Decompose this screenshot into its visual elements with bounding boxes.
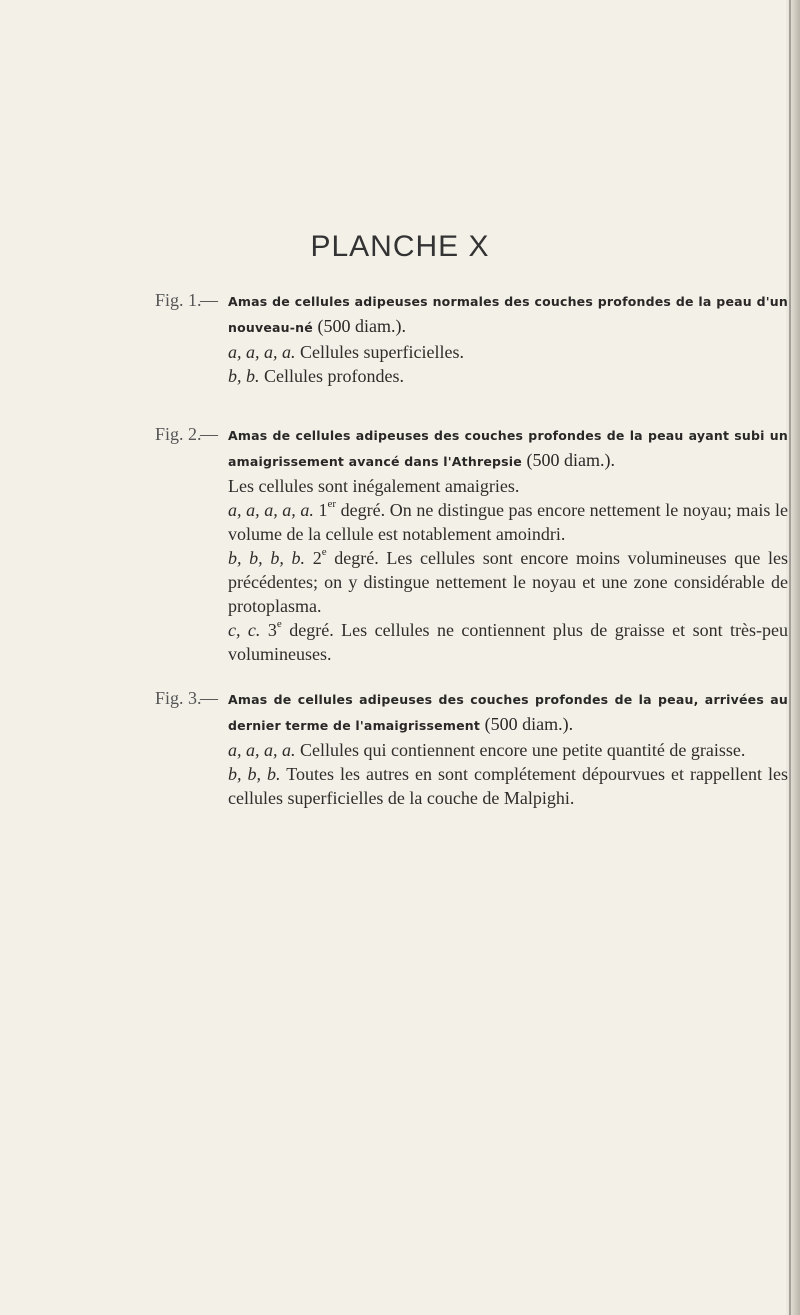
figure-2-body (228, 424, 788, 666)
item-labels: c, c. (228, 620, 261, 640)
figure-3-label: Fig. 3. (155, 688, 202, 708)
figure-1-dash: — (200, 290, 218, 310)
figure-3-magnification: (500 diam.). (484, 714, 574, 734)
figure-1-caption (155, 290, 795, 388)
figure-2-magnification: (500 diam.). (526, 450, 615, 470)
figure-3-body (228, 688, 788, 810)
item-degree: 3 (267, 620, 277, 640)
item-labels: a, a, a, a. (228, 740, 296, 760)
figure-2-item-a (228, 498, 788, 546)
item-text: Toutes les autres en sont complétement dépourvues et rappellent les cellules superficielles de la couche de Malpighi. (228, 764, 789, 808)
figure-2-heading (228, 424, 788, 474)
item-text: degré. Les cellules ne contiennent plus de graisse et sont très-peu volumineuses. (228, 620, 789, 664)
item-degree-sup: er (327, 498, 337, 510)
figure-2-caption (155, 424, 795, 666)
item-text: Cellules qui contiennent encore une petite quantité de graisse. (300, 740, 746, 760)
item-labels: b, b. (228, 366, 260, 386)
item-text: Cellules superficielles. (300, 342, 464, 362)
plate-title: PLANCHE X (310, 230, 490, 263)
figure-1-heading-text: Amas de cellules adipeuses normales des couches profondes de la peau d'un nouveau-né (228, 294, 788, 335)
figure-2-heading-text: Amas de cellules adipeuses des couches profondes de la peau ayant subi un amaigrissement avancé dans l'Athrepsie (228, 428, 788, 469)
item-text: degré. On ne distingue pas encore nettement le noyau; mais le volume de la cellule est notablement amoindri. (228, 500, 789, 544)
item-labels: b, b, b. (228, 764, 281, 784)
figure-2-dash: — (200, 424, 218, 444)
figure-3-item-a (228, 738, 788, 762)
figure-1-body (228, 290, 788, 388)
figure-1-magnification: (500 diam.). (317, 316, 406, 336)
item-text: Cellules profondes. (264, 366, 404, 386)
figure-2-label: Fig. 2. (155, 424, 202, 444)
item-degree: 2 (312, 548, 322, 568)
figure-3-caption (155, 688, 795, 810)
item-labels: a, a, a, a. (228, 342, 296, 362)
item-degree-sup: e (276, 618, 282, 630)
figure-1-item-a (228, 340, 788, 364)
item-degree: 1 (318, 500, 328, 520)
item-text: degré. Les cellules sont encore moins volumineuses que les précédentes; on y distingue nettement le noyau et une zone considérable de protoplasma. (228, 548, 789, 616)
figure-2-intro: Les cellules sont inégalement amaigries. (228, 476, 520, 496)
item-labels: b, b, b, b. (228, 548, 306, 568)
item-labels: a, a, a, a, a. (228, 500, 314, 520)
figure-2-item-c (228, 618, 788, 666)
figure-3-dash: — (200, 688, 218, 708)
figure-3-item-b (228, 762, 788, 810)
figure-1-label: Fig. 1. (155, 290, 202, 310)
figure-1-item-b (228, 364, 788, 388)
figure-2-item-b (228, 546, 788, 618)
figure-3-heading (228, 688, 788, 738)
figure-3-heading-text: Amas de cellules adipeuses des couches profondes de la peau, arrivées au dernier terme de l'amaigrissement (228, 692, 788, 733)
item-degree-sup: e (321, 546, 327, 558)
figure-1-heading (228, 290, 788, 340)
